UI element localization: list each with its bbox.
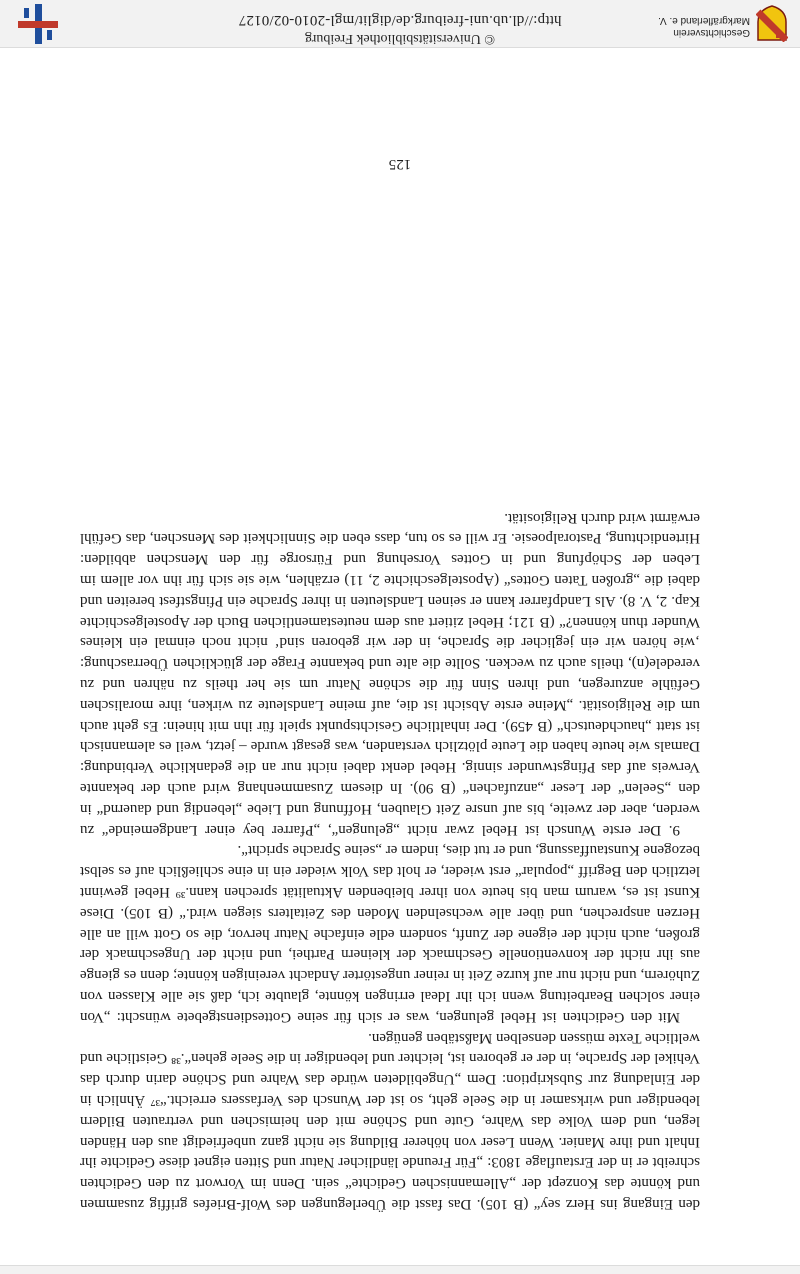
paragraph-3: 9. Der erste Wunsch ist Hebel zwar nicht „gelungen“, „Pfarrer bey einer Landgemeinde“ zu werden, aber der zweite, bis auf unsre Zeit Glauben, Hoffnung und Liebe „lebendig und dauernd“ in den „Seelen“ der Leser „anzufachen“ (B 90). In diesem Zusammenhang wird auch der bekannte Verweis auf das Pfingstwunder sinnig. Hebel denkt dabei nicht nur an die gedankliche Verbindung: Damals wie heute haben die Leute plötzlich verstanden, was gesagt wurde – jetzt, weil es alemannisch ist statt „hauchdeutsch“ (B 459). Der inhaltliche Gesichtspunkt spielt für ihn mit hinein: Es geht auch um die Religiosität. „Meine erste Absicht ist die, auf meine Landsleute zu wirken, ihre moralischen Gefühle anzuregen, und ihren Sinn für die schöne Natur um sie her theils zu nähren und zu veredele(n), theils auch zu wecken. Sollte die alte und bekannte Frage der glücklichen Überraschung: ‚wie hören wir ein jeglicher die Sprache, in der wir geboren sind‘ nicht noch einmal ein kleines Wunder thun können?“ (B 121; Hebel zitiert aus dem neutestamentlichen Buch der Apostelgeschichte Kap. 2, V. 8). Als Landpfarrer kann er seinen Landsleuten in ihrer Sprache ein Pfingstfest bereiten und dabei die „großen Taten Gottes“ (Apostelgeschichte 2, 11) erzählen, wie sie sich für ihn vor allem im Leben der Schöpfung und in Gottes Vorsehung und Fürsorge für den Menschen abbilden: Hirtendichtung, Pastoralpoesie. Er will es so tun, dass eben die Sinnlichkeit des Menschen, das Gefühl erwärmt wird durch Religiosität.: [80, 509, 700, 838]
organization-name: Geschichtsverein Markgräflerland e. V.: [658, 15, 750, 38]
bottom-edge-bar: [0, 1265, 800, 1274]
page-number: 125: [388, 156, 412, 172]
paragraph-1: den Eingang ins Herz sey“ (B 105). Das fasst die Überlegungen des Wolf-Briefes griffig zusammen und könnte das Konzept der „Allemannischen Gedichte“ sein. Denn im Vorwort zu den Gedichten schreibt er in der Erstauflage 1803: „Für Freunde ländlicher Natur und Sitten eignet diese Gedichte ihr Inhalt und ihre Manier. Wenn Leser von höherer Bildung sie nicht ganz unbefriedigt aus den Händen legen, und dem Volke das Wahre, Gute und Schöne mit den heimischen und vertrauten Bildern lebendiger und wirksamer in die Seele geht, so ist der Wunsch des Verfassers erreicht.“³⁷ Ähnlich in der Einladung zur Subskription: Dem „Ungebildeten würde das Wahre und Schöne darin durch das Vehikel der Sprache, in der er geboren ist, leichter und lebendiger in die Seele gehen“.³⁸ Geistliche und weltliche Texte müssen denselben Maßstäben genügen.: [80, 1029, 700, 1212]
ub-freiburg-logo-icon: [10, 2, 66, 46]
document-url[interactable]: http://dl.ub.uni-freiburg.de/diglit/mgl-2010-02/0127: [238, 12, 562, 28]
paragraph-2: Mit den Gedichten ist Hebel gelungen, was er sich für seine Gottesdienstgebete wünscht: „Von einer solchen Bearbeitung wenn ich ihr Ideal erringen könnte, glaubte ich, daß sie alle Klassen von Zuhörern, und nicht nur auf kurze Zeit in reiner ungestörter Andacht vereinigen könnte; denn es gienge aus ihr nicht der konventionelle Geschmack der kleinern Parthei, und nicht der Ungeschmack der großen, auch nicht der eigene der Zunft, sondern edle einfache Natur hervor, die so Gott will an alle Herzen ansprechen, und über alle wechselnden Moden des Zeitalters siegen wird.“ (B 105). Diese Kunst ist es, warum man bis heute von ihrer bleibenden Aktualität sprechen kann.³⁹ Hebel gewinnt letztlich den Begriff „popular“ erst wieder, er holt das Volk wieder ein in eine schließlich auf es selbst bezogene Kunstauffassung, und er tut dies, indem er „seine Sprache spricht“.: [80, 842, 700, 1025]
coat-of-arms-icon: [756, 4, 788, 42]
copyright-text: © Universitätsbibliothek Freiburg: [304, 31, 496, 46]
body-text: [80, 507, 700, 1214]
